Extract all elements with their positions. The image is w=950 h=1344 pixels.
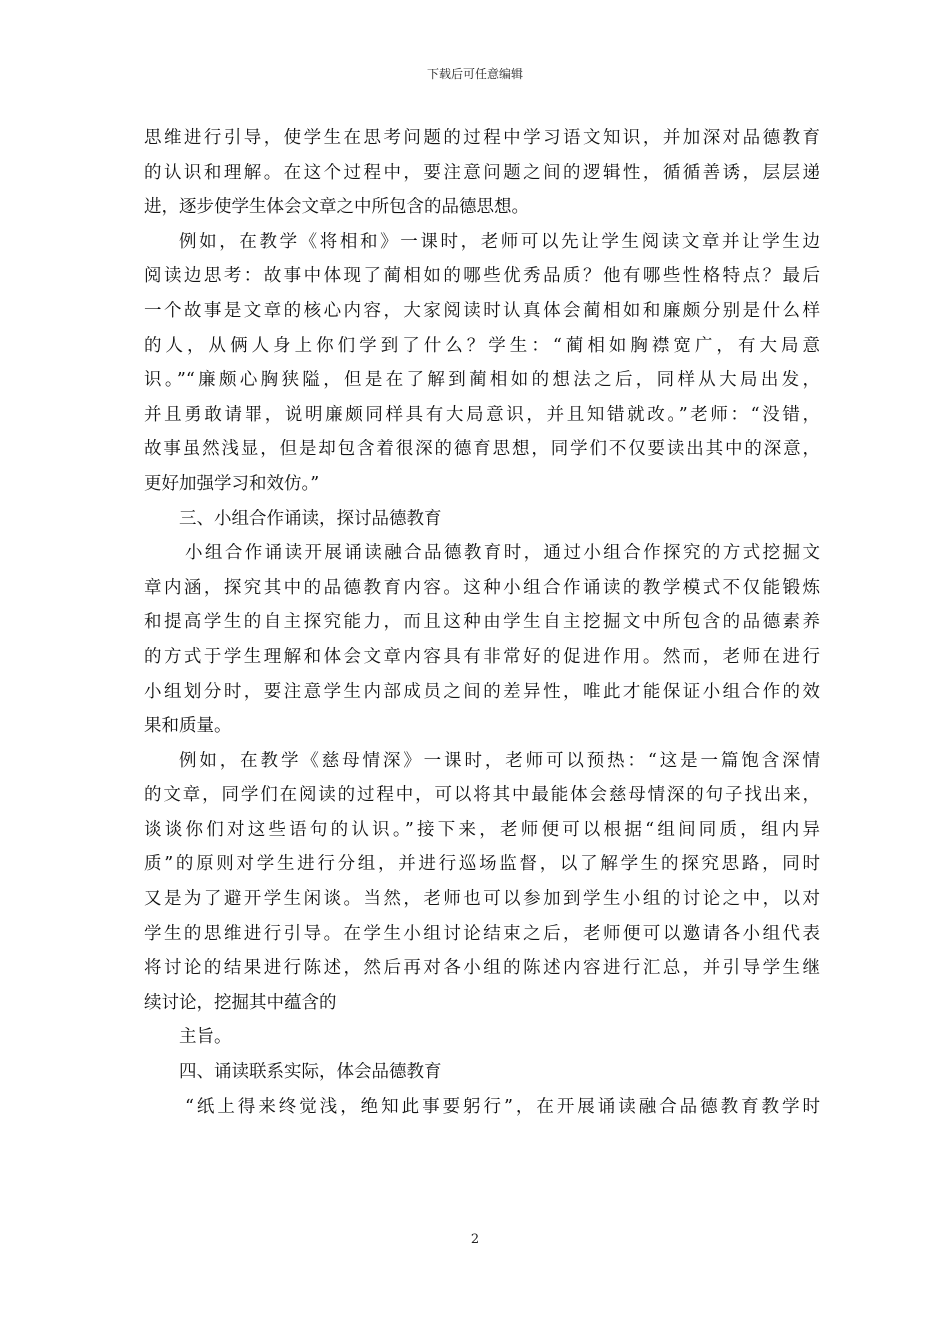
text-line: “纸上得来终觉浅，绝知此事要躬行”，在开展诵读融合品德教育教学时 (185, 1096, 820, 1117)
text-line: 一个故事是文章的核心内容，大家阅读时认真体会蔺相如和廉颇分别是什么样 (144, 300, 820, 321)
text-line: 谈谈你们对这些语句的认识。”接下来，老师便可以根据“组间同质，组内异 (144, 819, 820, 840)
text-line: 进，逐步使学生体会文章之中所包含的品德思想。 (144, 197, 529, 218)
text-line: 和提高学生的自主探究能力，而且这种由学生自主挖掘文中所包含的品德素养 (144, 612, 820, 633)
text-line: 学生的思维进行引导。在学生小组讨论结束之后，老师便可以邀请各小组代表 (144, 923, 820, 944)
text-line: 例如，在教学《将相和》一课时，老师可以先让学生阅读文章并让学生边 (179, 231, 820, 252)
text-line: 章内涵，探究其中的品德教育内容。这种小组合作诵读的教学模式不仅能锻炼 (144, 577, 820, 598)
text-line: 更好加强学习和效仿。” (144, 473, 320, 494)
page-number: 2 (470, 1232, 480, 1247)
text-line: 例如，在教学《慈母情深》一课时，老师可以预热：“这是一篇饱含深情 (179, 750, 820, 771)
section-heading: 三、小组合作诵读，探讨品德教育 (179, 508, 442, 529)
text-line: 的认识和理解。在这个过程中，要注意问题之间的逻辑性，循循善诱，层层递 (144, 162, 820, 183)
text-line: 主旨。 (179, 1027, 232, 1048)
text-line: 续讨论，挖掘其中蕴含的 (144, 992, 337, 1013)
text-line: 识。”“廉颇心胸狭隘，但是在了解到蔺相如的想法之后，同样从大局出发， (144, 370, 820, 391)
text-line: 的方式于学生理解和体会文章内容具有非常好的促进作用。然而，老师在进行 (144, 646, 820, 667)
text-line: 阅读边思考：故事中体现了蔺相如的哪些优秀品质？他有哪些性格特点？最后 (144, 266, 820, 287)
text-line: 将讨论的结果进行陈述，然后再对各小组的陈述内容进行汇总，并引导学生继 (144, 958, 820, 979)
text-line: 的人，从俩人身上你们学到了什么？学生：“蔺相如胸襟宽广，有大局意 (144, 335, 820, 356)
text-line: 小组合作诵读开展诵读融合品德教育时，通过小组合作探究的方式挖掘文 (185, 543, 820, 564)
body-text (144, 121, 820, 1124)
section-heading: 四、诵读联系实际，体会品德教育 (179, 1062, 442, 1083)
text-line: 又是为了避开学生闲谈。当然，老师也可以参加到学生小组的讨论之中，以对 (144, 889, 820, 910)
text-line: 的文章，同学们在阅读的过程中，可以将其中最能体会慈母情深的句子找出来， (144, 785, 820, 806)
text-line: 并且勇敢请罪，说明廉颇同样具有大局意识，并且知错就改。”老师：“没错， (144, 404, 820, 425)
text-line: 小组划分时，要注意学生内部成员之间的差异性，唯此才能保证小组合作的效 (144, 681, 820, 702)
text-line: 质”的原则对学生进行分组，并进行巡场监督，以了解学生的探究思路，同时 (144, 854, 820, 875)
text-line: 果和质量。 (144, 716, 232, 737)
text-line: 故事虽然浅显，但是却包含着很深的德育思想，同学们不仅要读出其中的深意， (144, 439, 820, 460)
text-line: 思维进行引导，使学生在思考问题的过程中学习语文知识，并加深对品德教育 (144, 128, 820, 148)
page-header: 下载后可任意编辑 (426, 67, 523, 81)
